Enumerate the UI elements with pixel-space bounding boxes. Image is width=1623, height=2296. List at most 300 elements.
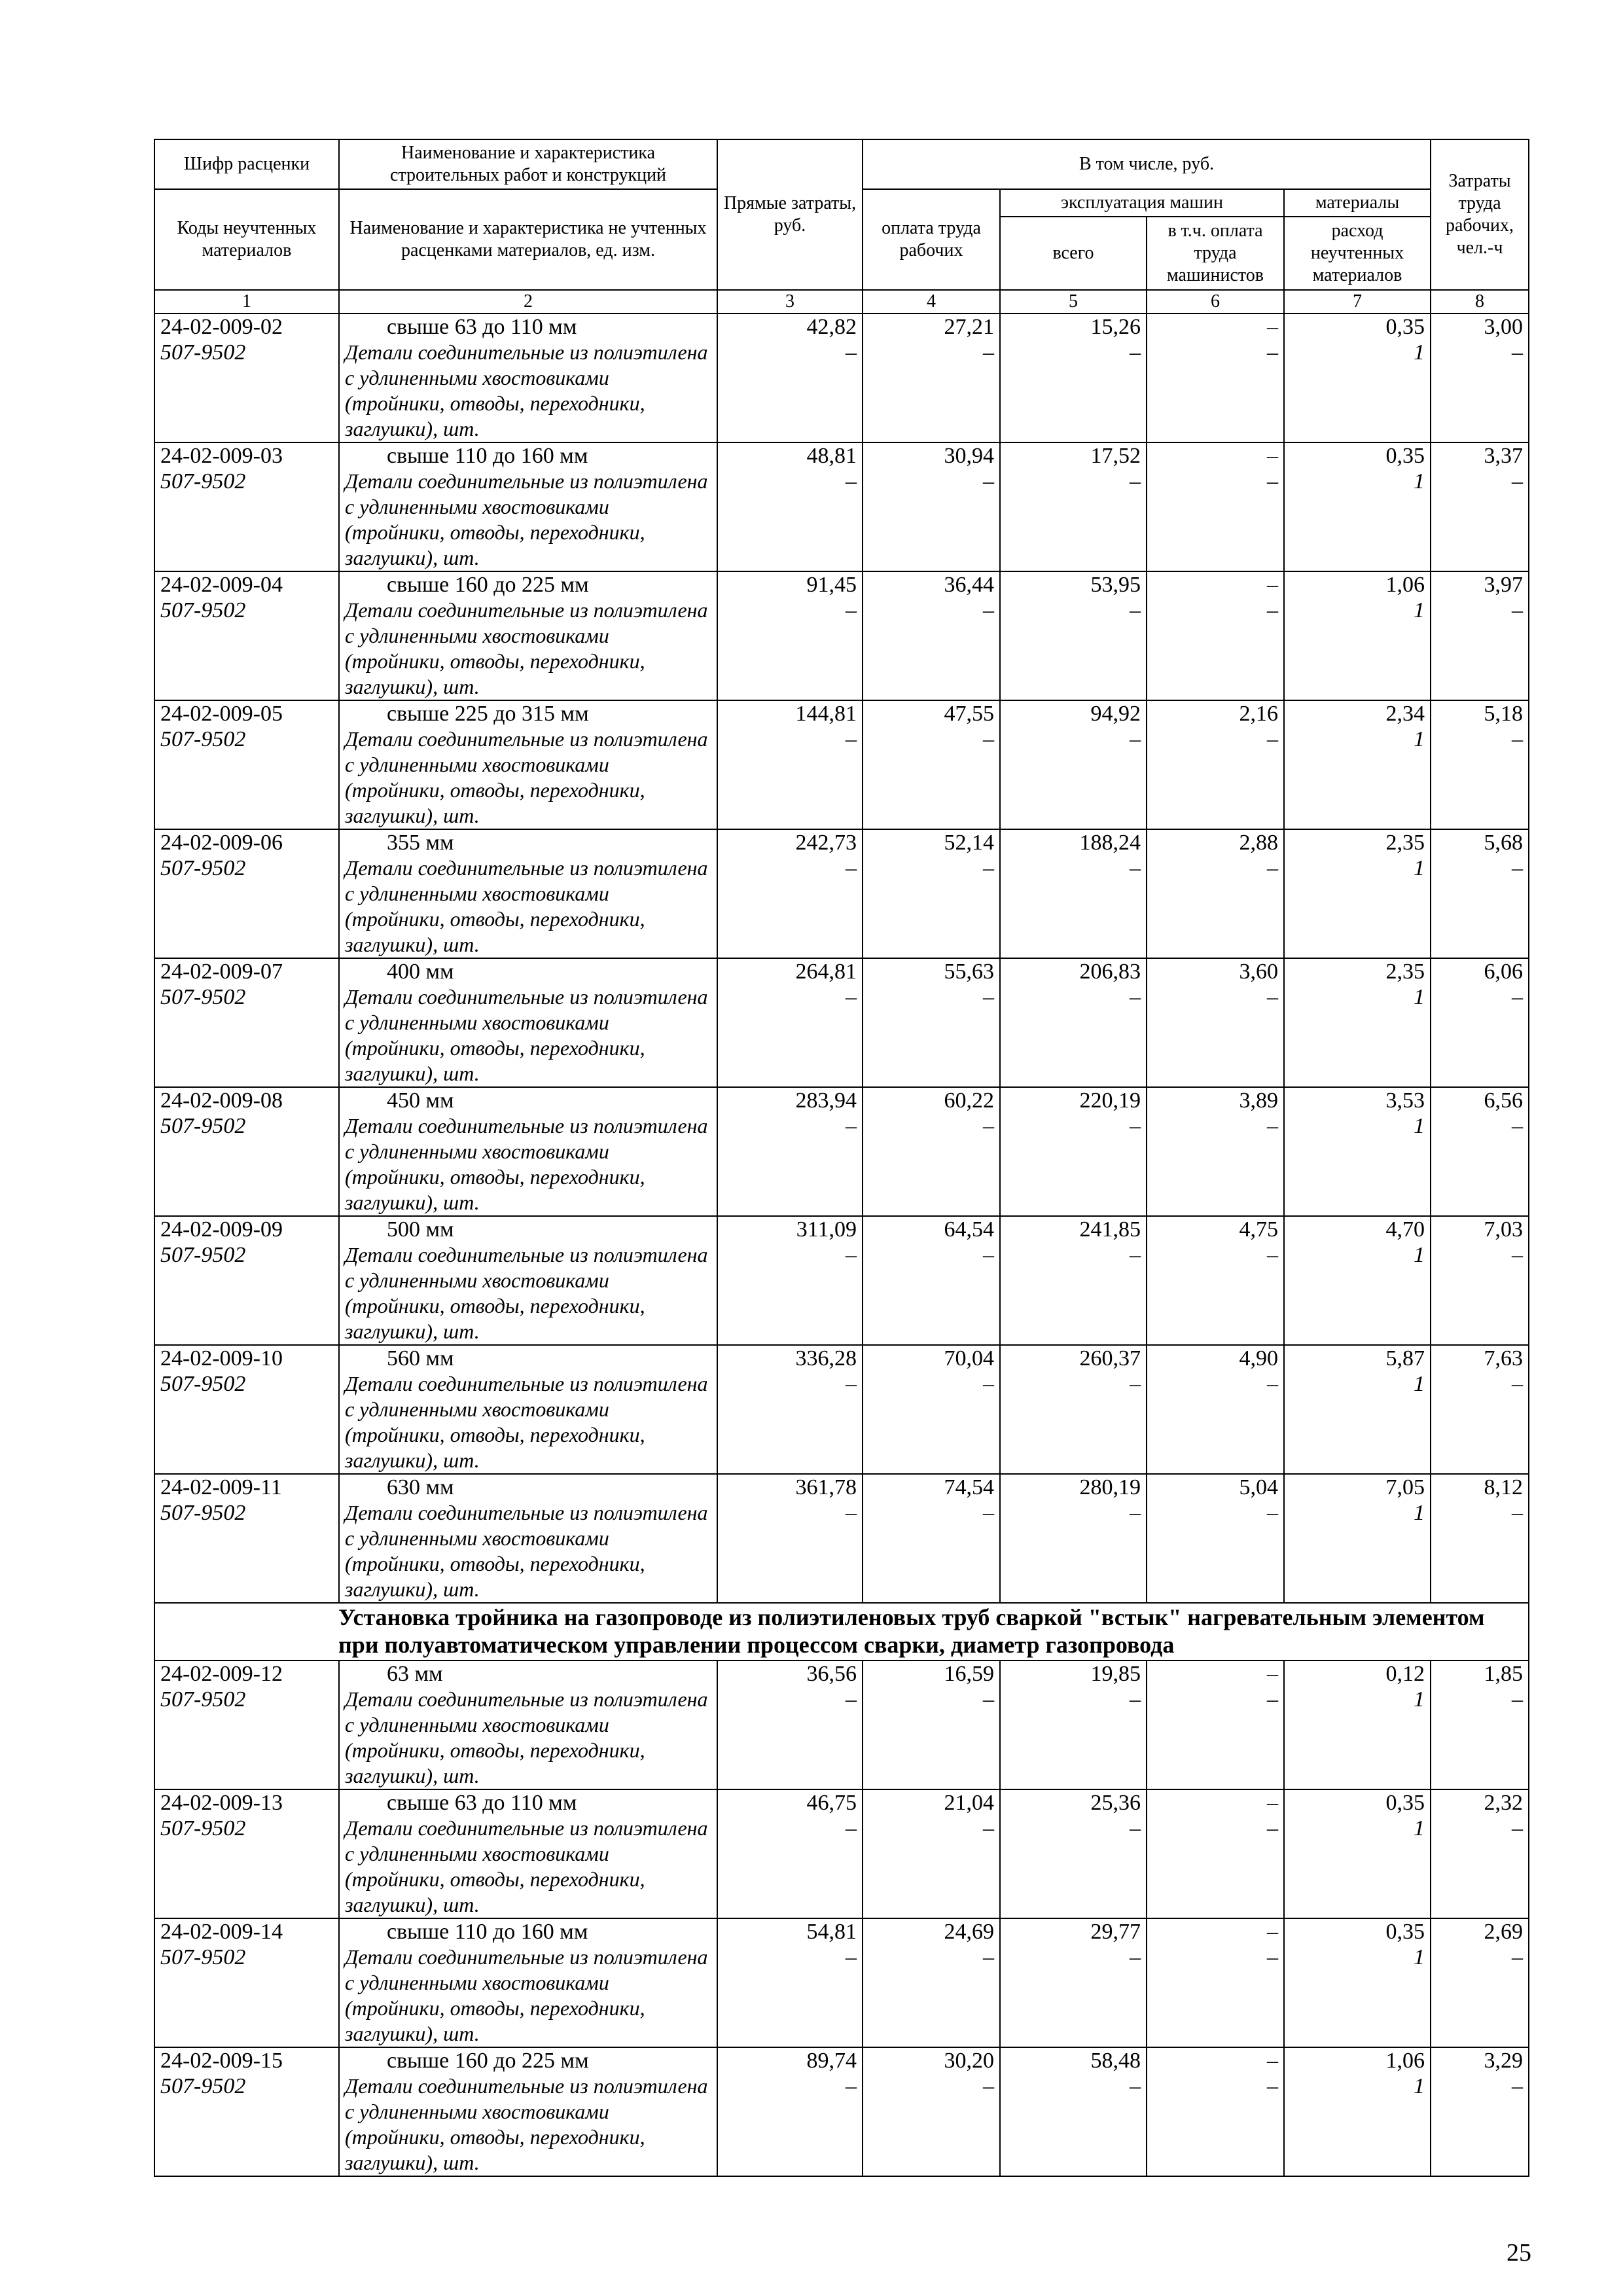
- header-machinists: в т.ч. оплата труда машинистов: [1147, 217, 1284, 290]
- labor-costs-cell: [1431, 1087, 1529, 1216]
- wages-value: 24,69: [944, 1920, 994, 1944]
- direct-secondary-value: –: [846, 1816, 857, 1840]
- column-number: 1: [154, 290, 339, 314]
- column-number: 7: [1284, 290, 1431, 314]
- mach-secondary-value: –: [1130, 1945, 1141, 1969]
- name-cell: [339, 1474, 717, 1603]
- column-number: 8: [1431, 290, 1529, 314]
- labor-costs-cell: [1431, 1345, 1529, 1474]
- labor-costs-cell: [1431, 1660, 1529, 1789]
- labor-secondary-value: –: [1512, 856, 1524, 880]
- labor-value: 3,97: [1484, 573, 1524, 597]
- column-number: 4: [863, 290, 1000, 314]
- mat-value: 2,35: [1385, 831, 1425, 855]
- column-number: 5: [1000, 290, 1147, 314]
- machines-total-cell: [1000, 1087, 1147, 1216]
- wages-value: 60,22: [944, 1088, 994, 1113]
- mat-value: 2,34: [1385, 702, 1425, 726]
- work-name: 500 мм: [387, 1217, 454, 1242]
- section-row: [154, 1603, 1529, 1660]
- wages-secondary-value: –: [983, 598, 994, 622]
- header-materials-unaccounted: расход неучтенных материалов: [1284, 217, 1431, 290]
- work-name: 63 мм: [387, 1662, 443, 1686]
- labor-costs-cell: [1431, 1789, 1529, 1918]
- mat-secondary-value: 1: [1414, 1816, 1425, 1840]
- machinists-secondary-value: –: [1267, 1816, 1278, 1840]
- mach-secondary-value: –: [1130, 1816, 1141, 1840]
- machines-total-cell: [1000, 1789, 1147, 1918]
- materials-cell: [1284, 1918, 1431, 2047]
- mach-value: 58,48: [1090, 2049, 1141, 2073]
- header-materials: материалы: [1284, 189, 1431, 217]
- machinists-wages-cell: [1147, 1216, 1284, 1345]
- direct-costs-cell: [717, 314, 863, 442]
- labor-costs-cell: [1431, 442, 1529, 571]
- table-row: [154, 1660, 1529, 1789]
- header-labor-costs: Затраты труда рабочих, чел.-ч: [1431, 139, 1529, 290]
- mat-secondary-value: 1: [1414, 1372, 1425, 1396]
- work-name: свыше 110 до 160 мм: [387, 444, 588, 468]
- wages-value: 16,59: [944, 1662, 994, 1686]
- code-cell: [154, 2047, 339, 2176]
- material-code: 507-9502: [160, 2074, 246, 2098]
- wages-value: 55,63: [944, 960, 994, 984]
- machines-total-cell: [1000, 1918, 1147, 2047]
- material-description: Детали соединительные из полиэтилена с удлиненными хвостовиками (тройники, отводы, переходники, заглушки), шт.: [345, 598, 708, 698]
- wages-secondary-value: –: [983, 1945, 994, 1969]
- work-name: 450 мм: [387, 1088, 454, 1113]
- machinists-value: –: [1267, 315, 1278, 339]
- header-machines: эксплуатация машин: [1000, 189, 1284, 217]
- machines-total-cell: [1000, 1474, 1147, 1603]
- labor-costs-cell: [1431, 1216, 1529, 1345]
- direct-costs-cell: [717, 1087, 863, 1216]
- mach-value: 260,37: [1079, 1346, 1141, 1371]
- material-code: 507-9502: [160, 340, 246, 365]
- materials-cell: [1284, 314, 1431, 442]
- wages-value: 70,04: [944, 1346, 994, 1371]
- labor-value: 6,06: [1484, 960, 1524, 984]
- rate-code: 24-02-009-04: [160, 573, 283, 597]
- machinists-wages-cell: [1147, 442, 1284, 571]
- wages-cell: [863, 2047, 1000, 2176]
- material-description: Детали соединительные из полиэтилена с удлиненными хвостовиками (тройники, отводы, переходники, заглушки), шт.: [345, 727, 708, 827]
- mach-secondary-value: –: [1130, 598, 1141, 622]
- rate-code: 24-02-009-14: [160, 1920, 283, 1944]
- wages-value: 52,14: [944, 831, 994, 855]
- labor-secondary-value: –: [1512, 1501, 1524, 1525]
- labor-value: 7,03: [1484, 1217, 1524, 1242]
- machinists-value: –: [1267, 573, 1278, 597]
- material-code: 507-9502: [160, 1501, 246, 1525]
- header-machines-total: всего: [1000, 217, 1147, 290]
- direct-costs-cell: [717, 829, 863, 958]
- labor-costs-cell: [1431, 700, 1529, 829]
- code-cell: [154, 1345, 339, 1474]
- materials-cell: [1284, 1660, 1431, 1789]
- machinists-wages-cell: [1147, 1918, 1284, 2047]
- wages-cell: [863, 571, 1000, 700]
- direct-costs-cell: [717, 1474, 863, 1603]
- materials-cell: [1284, 1216, 1431, 1345]
- wages-cell: [863, 314, 1000, 442]
- materials-cell: [1284, 1345, 1431, 1474]
- name-cell: [339, 1660, 717, 1789]
- table-row: [154, 829, 1529, 958]
- machines-total-cell: [1000, 1345, 1147, 1474]
- mach-secondary-value: –: [1130, 727, 1141, 751]
- labor-secondary-value: –: [1512, 340, 1524, 365]
- machinists-value: 3,89: [1239, 1088, 1278, 1113]
- materials-cell: [1284, 1474, 1431, 1603]
- table-row: [154, 1345, 1529, 1474]
- column-number: 3: [717, 290, 863, 314]
- mach-secondary-value: –: [1130, 1501, 1141, 1525]
- direct-value: 336,28: [795, 1346, 857, 1371]
- machinists-value: –: [1267, 1791, 1278, 1815]
- wages-secondary-value: –: [983, 1243, 994, 1267]
- direct-secondary-value: –: [846, 856, 857, 880]
- machinists-wages-cell: [1147, 958, 1284, 1087]
- machinists-secondary-value: –: [1267, 1372, 1278, 1396]
- machinists-secondary-value: –: [1267, 340, 1278, 365]
- rate-code: 24-02-009-06: [160, 831, 283, 855]
- mach-value: 206,83: [1079, 960, 1141, 984]
- direct-secondary-value: –: [846, 1501, 857, 1525]
- wages-cell: [863, 829, 1000, 958]
- material-description: Детали соединительные из полиэтилена с удлиненными хвостовиками (тройники, отводы, переходники, заглушки), шт.: [345, 1687, 708, 1787]
- material-code: 507-9502: [160, 598, 246, 622]
- wages-cell: [863, 1087, 1000, 1216]
- rate-code: 24-02-009-13: [160, 1791, 283, 1815]
- mach-value: 94,92: [1090, 702, 1141, 726]
- labor-secondary-value: –: [1512, 1372, 1524, 1396]
- labor-secondary-value: –: [1512, 1114, 1524, 1138]
- material-description: Детали соединительные из полиэтилена с удлиненными хвостовиками (тройники, отводы, переходники, заглушки), шт.: [345, 1243, 708, 1343]
- mach-secondary-value: –: [1130, 985, 1141, 1009]
- rate-code: 24-02-009-15: [160, 2049, 283, 2073]
- table-row: [154, 571, 1529, 700]
- name-cell: [339, 314, 717, 442]
- machinists-value: 4,75: [1239, 1217, 1278, 1242]
- mat-secondary-value: 1: [1414, 469, 1425, 493]
- labor-costs-cell: [1431, 571, 1529, 700]
- labor-secondary-value: –: [1512, 1816, 1524, 1840]
- mat-value: 0,35: [1385, 315, 1425, 339]
- name-cell: [339, 1918, 717, 2047]
- labor-value: 3,29: [1484, 2049, 1524, 2073]
- name-cell: [339, 958, 717, 1087]
- labor-secondary-value: –: [1512, 985, 1524, 1009]
- mat-value: 7,05: [1385, 1475, 1425, 1499]
- code-cell: [154, 958, 339, 1087]
- rate-code: 24-02-009-07: [160, 960, 283, 984]
- materials-cell: [1284, 1789, 1431, 1918]
- rate-code: 24-02-009-09: [160, 1217, 283, 1242]
- wages-cell: [863, 1660, 1000, 1789]
- mat-value: 1,06: [1385, 573, 1425, 597]
- materials-cell: [1284, 958, 1431, 1087]
- rate-code: 24-02-009-05: [160, 702, 283, 726]
- direct-value: 144,81: [795, 702, 857, 726]
- header-unaccounted-codes: Коды неучтенных материалов: [154, 189, 339, 290]
- wages-secondary-value: –: [983, 1372, 994, 1396]
- direct-value: 42,82: [806, 315, 857, 339]
- machines-total-cell: [1000, 829, 1147, 958]
- name-cell: [339, 700, 717, 829]
- materials-cell: [1284, 442, 1431, 571]
- mat-value: 1,06: [1385, 2049, 1425, 2073]
- material-code: 507-9502: [160, 856, 246, 880]
- machinists-wages-cell: [1147, 700, 1284, 829]
- name-cell: [339, 1789, 717, 1918]
- direct-secondary-value: –: [846, 1114, 857, 1138]
- wages-secondary-value: –: [983, 727, 994, 751]
- direct-secondary-value: –: [846, 1687, 857, 1712]
- mat-value: 4,70: [1385, 1217, 1425, 1242]
- direct-value: 311,09: [796, 1217, 857, 1242]
- wages-secondary-value: –: [983, 340, 994, 365]
- mat-value: 0,35: [1385, 444, 1425, 468]
- labor-secondary-value: –: [1512, 727, 1524, 751]
- machinists-wages-cell: [1147, 1789, 1284, 1918]
- direct-costs-cell: [717, 1789, 863, 1918]
- machinists-value: 2,88: [1239, 831, 1278, 855]
- labor-secondary-value: –: [1512, 598, 1524, 622]
- machinists-secondary-value: –: [1267, 2074, 1278, 2098]
- wages-value: 47,55: [944, 702, 994, 726]
- labor-value: 2,32: [1484, 1791, 1524, 1815]
- work-name: 560 мм: [387, 1346, 454, 1371]
- mach-value: 280,19: [1079, 1475, 1141, 1499]
- name-cell: [339, 442, 717, 571]
- table-row: [154, 958, 1529, 1087]
- labor-value: 1,85: [1484, 1662, 1524, 1686]
- mach-value: 17,52: [1090, 444, 1141, 468]
- material-description: Детали соединительные из полиэтилена с удлиненными хвостовиками (тройники, отводы, переходники, заглушки), шт.: [345, 1816, 708, 1916]
- material-code: 507-9502: [160, 985, 246, 1009]
- wages-cell: [863, 1474, 1000, 1603]
- material-code: 507-9502: [160, 469, 246, 493]
- machinists-wages-cell: [1147, 829, 1284, 958]
- machines-total-cell: [1000, 1216, 1147, 1345]
- work-name: свыше 225 до 315 мм: [387, 702, 589, 726]
- machines-total-cell: [1000, 442, 1147, 571]
- wages-value: 30,20: [944, 2049, 994, 2073]
- table-row: [154, 442, 1529, 571]
- direct-costs-cell: [717, 700, 863, 829]
- table-row: [154, 1216, 1529, 1345]
- rate-code: 24-02-009-08: [160, 1088, 283, 1113]
- mat-secondary-value: 1: [1414, 2074, 1425, 2098]
- labor-secondary-value: –: [1512, 2074, 1524, 2098]
- direct-value: 242,73: [795, 831, 857, 855]
- machinists-secondary-value: –: [1267, 598, 1278, 622]
- labor-secondary-value: –: [1512, 469, 1524, 493]
- mat-value: 3,53: [1385, 1088, 1425, 1113]
- header-unaccounted-name: Наименование и характеристика не учтенных расценками материалов, ед. изм.: [339, 189, 717, 290]
- machines-total-cell: [1000, 2047, 1147, 2176]
- materials-cell: [1284, 1087, 1431, 1216]
- material-code: 507-9502: [160, 1243, 246, 1267]
- work-name: свыше 63 до 110 мм: [387, 1791, 577, 1815]
- wages-secondary-value: –: [983, 1687, 994, 1712]
- header-code: Шифр расценки: [154, 139, 339, 189]
- work-name: свыше 63 до 110 мм: [387, 315, 577, 339]
- labor-costs-cell: [1431, 829, 1529, 958]
- machinists-value: –: [1267, 1920, 1278, 1944]
- machinists-secondary-value: –: [1267, 469, 1278, 493]
- material-description: Детали соединительные из полиэтилена с удлиненными хвостовиками (тройники, отводы, переходники, заглушки), шт.: [345, 340, 708, 440]
- name-cell: [339, 2047, 717, 2176]
- table-body-group-a: [154, 314, 1529, 1603]
- wages-secondary-value: –: [983, 2074, 994, 2098]
- header-wages: оплата труда рабочих: [863, 189, 1000, 290]
- material-description: Детали соединительные из полиэтилена с удлиненными хвостовиками (тройники, отводы, переходники, заглушки), шт.: [345, 1501, 708, 1601]
- mach-value: 15,26: [1090, 315, 1141, 339]
- direct-costs-cell: [717, 442, 863, 571]
- machinists-value: –: [1267, 444, 1278, 468]
- wages-value: 21,04: [944, 1791, 994, 1815]
- machinists-value: 3,60: [1239, 960, 1278, 984]
- direct-value: 361,78: [795, 1475, 857, 1499]
- material-code: 507-9502: [160, 1816, 246, 1840]
- table-header: [154, 139, 1529, 314]
- labor-secondary-value: –: [1512, 1243, 1524, 1267]
- direct-value: 46,75: [806, 1791, 857, 1815]
- material-description: Детали соединительные из полиэтилена с удлиненными хвостовиками (тройники, отводы, переходники, заглушки), шт.: [345, 469, 708, 569]
- mat-value: 5,87: [1385, 1346, 1425, 1371]
- wages-cell: [863, 1216, 1000, 1345]
- machinists-wages-cell: [1147, 1474, 1284, 1603]
- labor-value: 5,68: [1484, 831, 1524, 855]
- direct-costs-cell: [717, 958, 863, 1087]
- machinists-secondary-value: –: [1267, 727, 1278, 751]
- work-name: свыше 110 до 160 мм: [387, 1920, 588, 1944]
- direct-costs-cell: [717, 1918, 863, 2047]
- material-description: Детали соединительные из полиэтилена с удлиненными хвостовиками (тройники, отводы, переходники, заглушки), шт.: [345, 985, 708, 1085]
- table-body-group-b: [154, 1660, 1529, 2176]
- rate-code: 24-02-009-12: [160, 1662, 283, 1686]
- material-code: 507-9502: [160, 1372, 246, 1396]
- machinists-wages-cell: [1147, 1345, 1284, 1474]
- mat-value: 0,35: [1385, 1791, 1425, 1815]
- wages-secondary-value: –: [983, 985, 994, 1009]
- machinists-value: 2,16: [1239, 702, 1278, 726]
- mat-secondary-value: 1: [1414, 856, 1425, 880]
- wages-value: 36,44: [944, 573, 994, 597]
- header-direct-costs: Прямые затраты, руб.: [717, 139, 863, 290]
- labor-value: 5,18: [1484, 702, 1524, 726]
- labor-value: 6,56: [1484, 1088, 1524, 1113]
- machinists-wages-cell: [1147, 2047, 1284, 2176]
- material-description: Детали соединительные из полиэтилена с удлиненными хвостовиками (тройники, отводы, переходники, заглушки), шт.: [345, 856, 708, 956]
- column-number: 6: [1147, 290, 1284, 314]
- direct-value: 91,45: [806, 573, 857, 597]
- code-cell: [154, 1660, 339, 1789]
- machinists-secondary-value: –: [1267, 1243, 1278, 1267]
- wages-cell: [863, 1918, 1000, 2047]
- material-code: 507-9502: [160, 1687, 246, 1712]
- direct-secondary-value: –: [846, 1945, 857, 1969]
- machines-total-cell: [1000, 700, 1147, 829]
- table-section: [154, 1603, 1529, 1660]
- wages-cell: [863, 1345, 1000, 1474]
- rate-code: 24-02-009-03: [160, 444, 283, 468]
- direct-costs-cell: [717, 571, 863, 700]
- mat-secondary-value: 1: [1414, 1114, 1425, 1138]
- work-name: свыше 160 до 225 мм: [387, 573, 589, 597]
- name-cell: [339, 571, 717, 700]
- labor-secondary-value: –: [1512, 1945, 1524, 1969]
- machines-total-cell: [1000, 571, 1147, 700]
- material-code: 507-9502: [160, 1114, 246, 1138]
- mat-secondary-value: 1: [1414, 1945, 1425, 1969]
- table-row: [154, 1918, 1529, 2047]
- mach-secondary-value: –: [1130, 2074, 1141, 2098]
- direct-costs-cell: [717, 1660, 863, 1789]
- labor-value: 8,12: [1484, 1475, 1524, 1499]
- machinists-wages-cell: [1147, 1087, 1284, 1216]
- mach-secondary-value: –: [1130, 340, 1141, 365]
- direct-secondary-value: –: [846, 2074, 857, 2098]
- labor-costs-cell: [1431, 314, 1529, 442]
- labor-costs-cell: [1431, 958, 1529, 1087]
- labor-value: 3,00: [1484, 315, 1524, 339]
- machinists-value: 5,04: [1239, 1475, 1278, 1499]
- table-row: [154, 1789, 1529, 1918]
- name-cell: [339, 1345, 717, 1474]
- machinists-secondary-value: –: [1267, 856, 1278, 880]
- wages-cell: [863, 442, 1000, 571]
- machinists-secondary-value: –: [1267, 1501, 1278, 1525]
- mat-secondary-value: 1: [1414, 727, 1425, 751]
- direct-secondary-value: –: [846, 598, 857, 622]
- mach-value: 53,95: [1090, 573, 1141, 597]
- mat-secondary-value: 1: [1414, 1501, 1425, 1525]
- direct-secondary-value: –: [846, 469, 857, 493]
- direct-secondary-value: –: [846, 985, 857, 1009]
- rate-code: 24-02-009-02: [160, 315, 283, 339]
- material-description: Детали соединительные из полиэтилена с удлиненными хвостовиками (тройники, отводы, переходники, заглушки), шт.: [345, 1945, 708, 2045]
- code-cell: [154, 1918, 339, 2047]
- rates-table: [154, 139, 1529, 2177]
- wages-secondary-value: –: [983, 1501, 994, 1525]
- wages-value: 64,54: [944, 1217, 994, 1242]
- machines-total-cell: [1000, 1660, 1147, 1789]
- labor-value: 2,69: [1484, 1920, 1524, 1944]
- table-row: [154, 700, 1529, 829]
- direct-secondary-value: –: [846, 727, 857, 751]
- direct-secondary-value: –: [846, 1243, 857, 1267]
- machines-total-cell: [1000, 314, 1147, 442]
- mach-secondary-value: –: [1130, 1114, 1141, 1138]
- header-name: Наименование и характеристика строительных работ и конструкций: [339, 139, 717, 189]
- name-cell: [339, 1087, 717, 1216]
- mach-secondary-value: –: [1130, 856, 1141, 880]
- machinists-wages-cell: [1147, 1660, 1284, 1789]
- section-title: Установка тройника на газопроводе из полиэтиленовых труб сваркой "встык" нагревательным элементом при полуавтоматическом управлении процессом сварки, диаметр газопровода: [154, 1603, 1529, 1660]
- mach-secondary-value: –: [1130, 1243, 1141, 1267]
- code-cell: [154, 1789, 339, 1918]
- direct-costs-cell: [717, 1345, 863, 1474]
- code-cell: [154, 1216, 339, 1345]
- direct-costs-cell: [717, 1216, 863, 1345]
- wages-value: 74,54: [944, 1475, 994, 1499]
- wages-secondary-value: –: [983, 1114, 994, 1138]
- machinists-value: –: [1267, 1662, 1278, 1686]
- mat-secondary-value: 1: [1414, 598, 1425, 622]
